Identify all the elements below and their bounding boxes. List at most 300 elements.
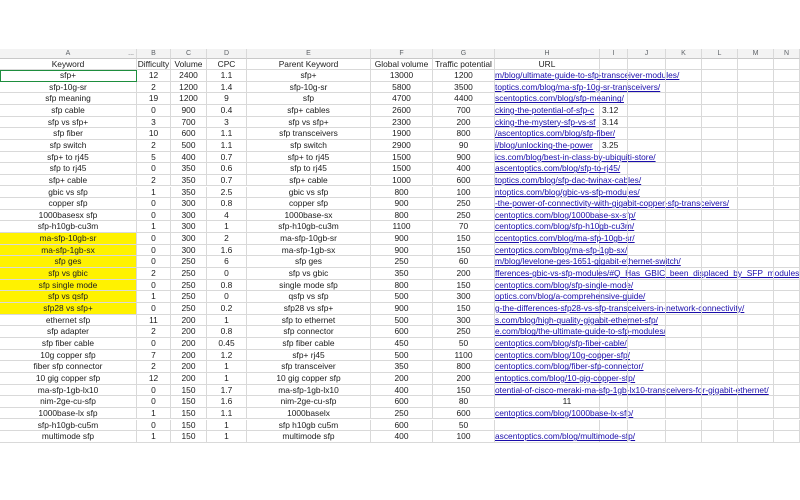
cell-cpc[interactable]: 1.1 [207,70,247,82]
empty-cell[interactable] [774,350,800,362]
cell-col-i[interactable]: 3.14 [600,117,628,129]
cell-col-i[interactable] [600,350,628,362]
cell-volume[interactable]: 150 [171,431,207,443]
cell-keyword[interactable]: sfp vs sfp+ [0,117,137,129]
cell-url[interactable]: centoptics.com/blog/10g-copper-sfp/ [495,349,631,360]
empty-cell[interactable] [702,408,738,420]
cell-difficulty[interactable]: 7 [137,350,171,362]
empty-cell[interactable] [774,431,800,443]
empty-cell[interactable] [628,256,666,268]
cell-volume[interactable]: 250 [171,256,207,268]
empty-cell[interactable] [774,338,800,350]
cell-parent-keyword[interactable]: sfp vs sfp+ [247,117,371,129]
cell-traffic-potential[interactable]: 70 [433,221,495,233]
empty-cell[interactable] [738,268,774,280]
cell-difficulty[interactable]: 5 [137,152,171,164]
column-menu-icon[interactable]: ... [128,50,134,57]
cell-traffic-potential[interactable]: 250 [433,198,495,210]
cell-keyword[interactable]: 1000basesx sfp [0,210,137,222]
empty-cell[interactable] [666,221,702,233]
cell-cpc[interactable]: 1.2 [207,350,247,362]
empty-cell[interactable] [628,280,666,292]
cell-global-volume[interactable]: 900 [371,303,433,315]
empty-cell[interactable] [628,59,666,70]
cell-difficulty[interactable]: 2 [137,268,171,280]
empty-cell[interactable] [666,187,702,199]
cell-parent-keyword[interactable]: nim-2ge-cu-sfp [247,396,371,408]
cell-difficulty[interactable]: 2 [137,361,171,373]
cell-keyword[interactable]: fiber sfp connector [0,361,137,373]
empty-cell[interactable] [628,163,666,175]
empty-cell[interactable] [666,303,702,315]
cell-difficulty[interactable]: 12 [137,373,171,385]
empty-cell[interactable] [702,431,738,443]
empty-cell[interactable] [738,303,774,315]
empty-cell[interactable] [774,268,800,280]
cell-cpc[interactable]: 3 [207,117,247,129]
empty-cell[interactable] [774,93,800,105]
cell-parent-keyword[interactable]: sfp to rj45 [247,163,371,175]
cell-traffic-potential[interactable]: 100 [433,187,495,199]
cell-global-volume[interactable]: 350 [371,268,433,280]
empty-cell[interactable] [702,315,738,327]
cell-col-i[interactable] [600,82,628,94]
cell-global-volume[interactable]: 4700 [371,93,433,105]
header-traffic-potential[interactable]: Traffic potential [433,59,495,70]
cell-col-i[interactable] [600,187,628,199]
cell-global-volume[interactable]: 600 [371,396,433,408]
empty-cell[interactable] [628,303,666,315]
empty-cell[interactable] [738,326,774,338]
cell-col-i[interactable] [600,303,628,315]
cell-volume[interactable]: 500 [171,140,207,152]
cell-col-i[interactable] [600,431,628,443]
cell-difficulty[interactable]: 0 [137,280,171,292]
cell-global-volume[interactable]: 900 [371,233,433,245]
empty-cell[interactable] [774,105,800,117]
empty-cell[interactable] [738,175,774,187]
cell-traffic-potential[interactable]: 200 [433,117,495,129]
empty-cell[interactable] [702,140,738,152]
cell-global-volume[interactable]: 450 [371,338,433,350]
cell-global-volume[interactable]: 1000 [371,175,433,187]
empty-cell[interactable] [738,163,774,175]
cell-cpc[interactable]: 1.6 [207,245,247,257]
empty-cell[interactable] [628,93,666,105]
cell-difficulty[interactable]: 2 [137,140,171,152]
cell-difficulty[interactable]: 0 [137,396,171,408]
cell-keyword[interactable]: 10g copper sfp [0,350,137,362]
cell-cpc[interactable]: 0.45 [207,338,247,350]
cell-difficulty[interactable]: 3 [137,117,171,129]
cell-global-volume[interactable]: 200 [371,373,433,385]
cell-url[interactable]: fferences-gbic-vs-sfp-modules/#Q_Has_GBIC_been_displaced_by_SFP_modules [495,268,800,279]
empty-cell[interactable] [702,303,738,315]
cell-col-i[interactable] [600,256,628,268]
empty-cell[interactable] [774,198,800,210]
empty-cell[interactable] [702,256,738,268]
cell-traffic-potential[interactable]: 600 [433,408,495,420]
cell-volume[interactable]: 200 [171,326,207,338]
column-letter-j[interactable]: J [628,49,666,59]
empty-cell[interactable] [738,315,774,327]
cell-url[interactable]: ascentoptics.com/blog/sfp-to-rj45/ [495,163,621,174]
cell-cpc[interactable]: 1.1 [207,408,247,420]
cell-url[interactable]: ccentoptics.com/blog/ma-sfp-10gb-sr/ [495,233,635,244]
header-volume[interactable]: Volume [171,59,207,70]
cell-difficulty[interactable]: 19 [137,93,171,105]
cell-col-i[interactable] [600,280,628,292]
cell-parent-keyword[interactable]: copper sfp [247,198,371,210]
empty-cell[interactable] [666,245,702,257]
empty-cell[interactable] [628,396,666,408]
cell-cpc[interactable]: 0.8 [207,198,247,210]
cell-keyword[interactable]: sfp-10g-sr [0,82,137,94]
cell-url[interactable]: centoptics.com/blog/sfp-h10gb-cu3m/ [495,221,635,232]
empty-cell[interactable] [628,117,666,129]
cell-parent-keyword[interactable]: sfp-h10gb-cu3m [247,221,371,233]
empty-cell[interactable] [628,268,666,280]
empty-cell[interactable] [702,326,738,338]
cell-global-volume[interactable]: 350 [371,361,433,373]
empty-cell[interactable] [702,198,738,210]
cell-difficulty[interactable]: 0 [137,420,171,432]
cell-difficulty[interactable]: 2 [137,175,171,187]
empty-cell[interactable] [628,361,666,373]
empty-cell[interactable] [666,70,702,82]
cell-global-volume[interactable]: 1500 [371,163,433,175]
cell-parent-keyword[interactable]: single mode sfp [247,280,371,292]
cell-volume[interactable]: 900 [171,105,207,117]
cell-url[interactable]: cking-the-potential-of-sfp-c [495,105,600,117]
cell-keyword[interactable]: 1000base-lx sfp [0,408,137,420]
empty-cell[interactable] [738,198,774,210]
cell-url[interactable]: centoptics.com/blog/1000base-lx-sfp/ [495,407,634,418]
cell-difficulty[interactable]: 1 [137,431,171,443]
cell-volume[interactable]: 250 [171,268,207,280]
cell-keyword[interactable]: sfp-h10gb-cu3m [0,221,137,233]
cell-cpc[interactable]: 0.7 [207,175,247,187]
empty-cell[interactable] [738,408,774,420]
column-letter-h[interactable]: H [495,49,600,59]
cell-cpc[interactable]: 1 [207,420,247,432]
cell-traffic-potential[interactable]: 800 [433,128,495,140]
cell-parent-keyword[interactable]: 1000base-sx [247,210,371,222]
cell-parent-keyword[interactable]: sfp+ [247,70,371,82]
empty-cell[interactable] [702,268,738,280]
cell-col-i[interactable] [600,152,628,164]
cell-difficulty[interactable]: 12 [137,70,171,82]
cell-cpc[interactable]: 1 [207,361,247,373]
empty-cell[interactable] [666,233,702,245]
empty-cell[interactable] [666,82,702,94]
empty-cell[interactable] [738,117,774,129]
cell-cpc[interactable]: 1 [207,373,247,385]
cell-difficulty[interactable]: 1 [137,221,171,233]
cell-traffic-potential[interactable]: 150 [433,280,495,292]
header-cpc[interactable]: CPC [207,59,247,70]
empty-cell[interactable] [702,59,738,70]
empty-cell[interactable] [666,396,702,408]
empty-cell[interactable] [774,163,800,175]
cell-parent-keyword[interactable]: ma-sfp-1gb-sx [247,245,371,257]
cell-parent-keyword[interactable]: sfp connector [247,326,371,338]
empty-cell[interactable] [628,152,666,164]
column-letter-i[interactable]: I [600,49,628,59]
cell-col-i[interactable] [600,245,628,257]
cell-traffic-potential[interactable]: 150 [433,245,495,257]
cell-global-volume[interactable]: 500 [371,315,433,327]
cell-col-i[interactable] [600,326,628,338]
cell-traffic-potential[interactable]: 80 [433,396,495,408]
cell-cpc[interactable]: 1.4 [207,82,247,94]
empty-cell[interactable] [628,105,666,117]
empty-cell[interactable] [628,140,666,152]
cell-cpc[interactable]: 6 [207,256,247,268]
cell-traffic-potential[interactable]: 200 [433,268,495,280]
empty-cell[interactable] [628,187,666,199]
empty-cell[interactable] [774,373,800,385]
empty-cell[interactable] [628,233,666,245]
cell-url[interactable]: centoptics.com/blog/fiber-sfp-connector/ [495,361,644,372]
empty-cell[interactable] [666,338,702,350]
cell-difficulty[interactable]: 0 [137,105,171,117]
cell-cpc[interactable]: 1 [207,221,247,233]
empty-cell[interactable] [628,82,666,94]
empty-cell[interactable] [738,361,774,373]
cell-parent-keyword[interactable]: qsfp vs sfp [247,291,371,303]
empty-cell[interactable] [738,291,774,303]
empty-cell[interactable] [702,280,738,292]
cell-volume[interactable]: 200 [171,361,207,373]
empty-cell[interactable] [774,408,800,420]
empty-cell[interactable] [774,117,800,129]
cell-col-i[interactable] [600,396,628,408]
cell-keyword[interactable]: nim-2ge-cu-sfp [0,396,137,408]
cell-volume[interactable]: 2400 [171,70,207,82]
cell-keyword[interactable]: sfp meaning [0,93,137,105]
cell-url[interactable]: toptics.com/blog/ma-sfp-10g-sr-transceivers/ [495,81,661,92]
cell-volume[interactable]: 350 [171,175,207,187]
empty-cell[interactable] [702,187,738,199]
empty-cell[interactable] [666,163,702,175]
cell-keyword[interactable]: 10 gig copper sfp [0,373,137,385]
cell-url[interactable]: scentoptics.com/blog/sfp-meaning/ [495,93,624,104]
empty-cell[interactable] [628,175,666,187]
cell-volume[interactable]: 600 [171,128,207,140]
empty-cell[interactable] [738,93,774,105]
header-url[interactable]: URL [495,59,600,70]
empty-cell[interactable] [702,152,738,164]
cell-col-i[interactable] [600,408,628,420]
empty-cell[interactable] [738,256,774,268]
empty-cell[interactable] [666,128,702,140]
cell-cpc[interactable]: 1 [207,315,247,327]
cell-traffic-potential[interactable]: 600 [433,175,495,187]
cell-keyword[interactable]: sfp vs gbic [0,268,137,280]
cell-difficulty[interactable]: 0 [137,245,171,257]
empty-cell[interactable] [628,350,666,362]
cell-col-i[interactable]: 3.25 [600,140,628,152]
cell-parent-keyword[interactable]: sfp+ to rj45 [247,152,371,164]
empty-cell[interactable] [628,338,666,350]
cell-difficulty[interactable]: 0 [137,233,171,245]
empty-cell[interactable] [702,128,738,140]
empty-cell[interactable] [774,420,800,432]
empty-cell[interactable] [666,385,702,397]
empty-cell[interactable] [666,431,702,443]
cell-global-volume[interactable]: 1500 [371,152,433,164]
empty-cell[interactable] [738,420,774,432]
cell-difficulty[interactable]: 0 [137,163,171,175]
cell-keyword[interactable]: ethernet sfp [0,315,137,327]
cell-col-i[interactable] [600,175,628,187]
header-global-volume[interactable]: Global volume [371,59,433,70]
cell-global-volume[interactable]: 900 [371,198,433,210]
cell-difficulty[interactable]: 0 [137,385,171,397]
cell-url[interactable]: /ascentoptics.com/blog/sfp-fiber/ [495,128,616,139]
empty-cell[interactable] [702,385,738,397]
cell-volume[interactable]: 1200 [171,82,207,94]
column-letter-k[interactable]: K [666,49,702,59]
empty-cell[interactable] [702,338,738,350]
empty-cell[interactable] [702,210,738,222]
cell-parent-keyword[interactable]: 10 gig copper sfp [247,373,371,385]
empty-cell[interactable] [738,210,774,222]
cell-keyword[interactable]: ma-sfp-1gb-sx [0,245,137,257]
empty-cell[interactable] [628,245,666,257]
cell-parent-keyword[interactable]: 1000baselx [247,408,371,420]
cell-col-i[interactable] [600,210,628,222]
cell-col-i[interactable] [600,373,628,385]
cell-volume[interactable]: 300 [171,198,207,210]
cell-url[interactable]: m/blog/ultimate-guide-to-sfp-transceiver-modules/ [495,70,680,80]
cell-keyword[interactable]: sfp vs qsfp [0,291,137,303]
cell-global-volume[interactable]: 500 [371,350,433,362]
empty-cell[interactable] [774,245,800,257]
empty-cell[interactable] [738,82,774,94]
empty-cell[interactable] [774,233,800,245]
empty-cell[interactable] [738,396,774,408]
cell-url[interactable]: entoptics.com/blog/10-gig-copper-sfp/ [495,372,636,383]
empty-cell[interactable] [666,350,702,362]
empty-cell[interactable] [628,420,666,432]
empty-cell[interactable] [666,361,702,373]
empty-cell[interactable] [702,291,738,303]
empty-cell[interactable] [666,408,702,420]
cell-url[interactable]: optics.com/blog/a-comprehensive-guide/ [495,291,646,302]
cell-col-i[interactable] [600,338,628,350]
column-letter-f[interactable]: F [371,49,433,59]
cell-parent-keyword[interactable]: sfp-10g-sr [247,82,371,94]
cell-cpc[interactable]: 0.8 [207,326,247,338]
empty-cell[interactable] [702,82,738,94]
cell-url[interactable]: toptics.com/blog/sfp-dac-twinax-cables/ [495,174,642,185]
cell-parent-keyword[interactable]: sfp+ cables [247,105,371,117]
cell-cpc[interactable]: 1.6 [207,396,247,408]
cell-url[interactable]: s.com/blog/high-quality-gigabit-ethernet-sfp/ [495,314,658,325]
cell-traffic-potential[interactable]: 1100 [433,350,495,362]
cell-global-volume[interactable]: 1900 [371,128,433,140]
empty-cell[interactable] [738,152,774,164]
empty-cell[interactable] [666,326,702,338]
cell-global-volume[interactable]: 500 [371,291,433,303]
cell-difficulty[interactable]: 1 [137,408,171,420]
empty-cell[interactable] [738,105,774,117]
empty-cell[interactable] [628,431,666,443]
cell-parent-keyword[interactable]: ma-sfp-10gb-sr [247,233,371,245]
cell-url[interactable]: ascentoptics.com/blog/multimode-sfp/ [495,431,636,442]
empty-cell[interactable] [666,280,702,292]
cell-global-volume[interactable]: 400 [371,431,433,443]
cell-global-volume[interactable]: 2900 [371,140,433,152]
cell-col-i[interactable] [600,291,628,303]
cell-cpc[interactable]: 1.7 [207,385,247,397]
empty-cell[interactable] [666,315,702,327]
cell-volume[interactable]: 300 [171,233,207,245]
cell-url[interactable]: ntoptics.com/blog/gbic-vs-sfp-modules/ [495,186,640,197]
cell-cpc[interactable]: 0.2 [207,303,247,315]
empty-cell[interactable] [774,210,800,222]
cell-global-volume[interactable]: 600 [371,326,433,338]
empty-cell[interactable] [738,187,774,199]
cell-difficulty[interactable]: 0 [137,338,171,350]
empty-cell[interactable] [702,117,738,129]
cell-url[interactable] [495,420,600,432]
cell-traffic-potential[interactable]: 100 [433,431,495,443]
cell-keyword[interactable]: sfp fiber [0,128,137,140]
cell-global-volume[interactable]: 5800 [371,82,433,94]
empty-cell[interactable] [774,128,800,140]
column-letter-d[interactable]: D [207,49,247,59]
cell-cpc[interactable]: 0.6 [207,163,247,175]
header-difficulty[interactable]: Difficulty [137,59,170,69]
cell-parent-keyword[interactable]: sfp vs gbic [247,268,371,280]
cell-traffic-potential[interactable]: 150 [433,303,495,315]
empty-cell[interactable] [666,268,702,280]
cell-keyword[interactable]: sfp fiber cable [0,338,137,350]
empty-cell[interactable] [628,373,666,385]
cell-url[interactable]: m/blog/levelone-ges-1651-gigabit-ethernet-switch/ [495,256,681,267]
cell-global-volume[interactable]: 1100 [371,221,433,233]
cell-parent-keyword[interactable]: sfp to ethernet [247,315,371,327]
cell-traffic-potential[interactable]: 1200 [433,70,495,82]
cell-keyword[interactable]: sfp single mode [0,280,137,292]
cell-traffic-potential[interactable]: 90 [433,140,495,152]
cell-parent-keyword[interactable]: sfp28 vs sfp+ [247,303,371,315]
empty-cell[interactable] [702,233,738,245]
empty-cell[interactable] [628,198,666,210]
cell-traffic-potential[interactable]: 200 [433,373,495,385]
empty-cell[interactable] [774,291,800,303]
empty-cell[interactable] [628,70,666,82]
cell-col-i[interactable]: 3.12 [600,105,628,117]
cell-global-volume[interactable]: 800 [371,210,433,222]
cell-cpc[interactable]: 1.1 [207,128,247,140]
empty-cell[interactable] [774,396,800,408]
empty-cell[interactable] [666,59,702,70]
cell-cpc[interactable]: 1 [207,431,247,443]
empty-cell[interactable] [702,70,738,82]
cell-global-volume[interactable]: 600 [371,420,433,432]
cell-keyword[interactable]: sfp cable [0,105,137,117]
cell-cpc[interactable]: 0 [207,291,247,303]
cell-url[interactable]: centoptics.com/blog/ma-sfp-1gb-sx/ [495,244,628,255]
cell-cpc[interactable]: 2.5 [207,187,247,199]
cell-traffic-potential[interactable]: 400 [433,163,495,175]
cell-parent-keyword[interactable]: sfp fiber cable [247,338,371,350]
cell-cpc[interactable]: 4 [207,210,247,222]
